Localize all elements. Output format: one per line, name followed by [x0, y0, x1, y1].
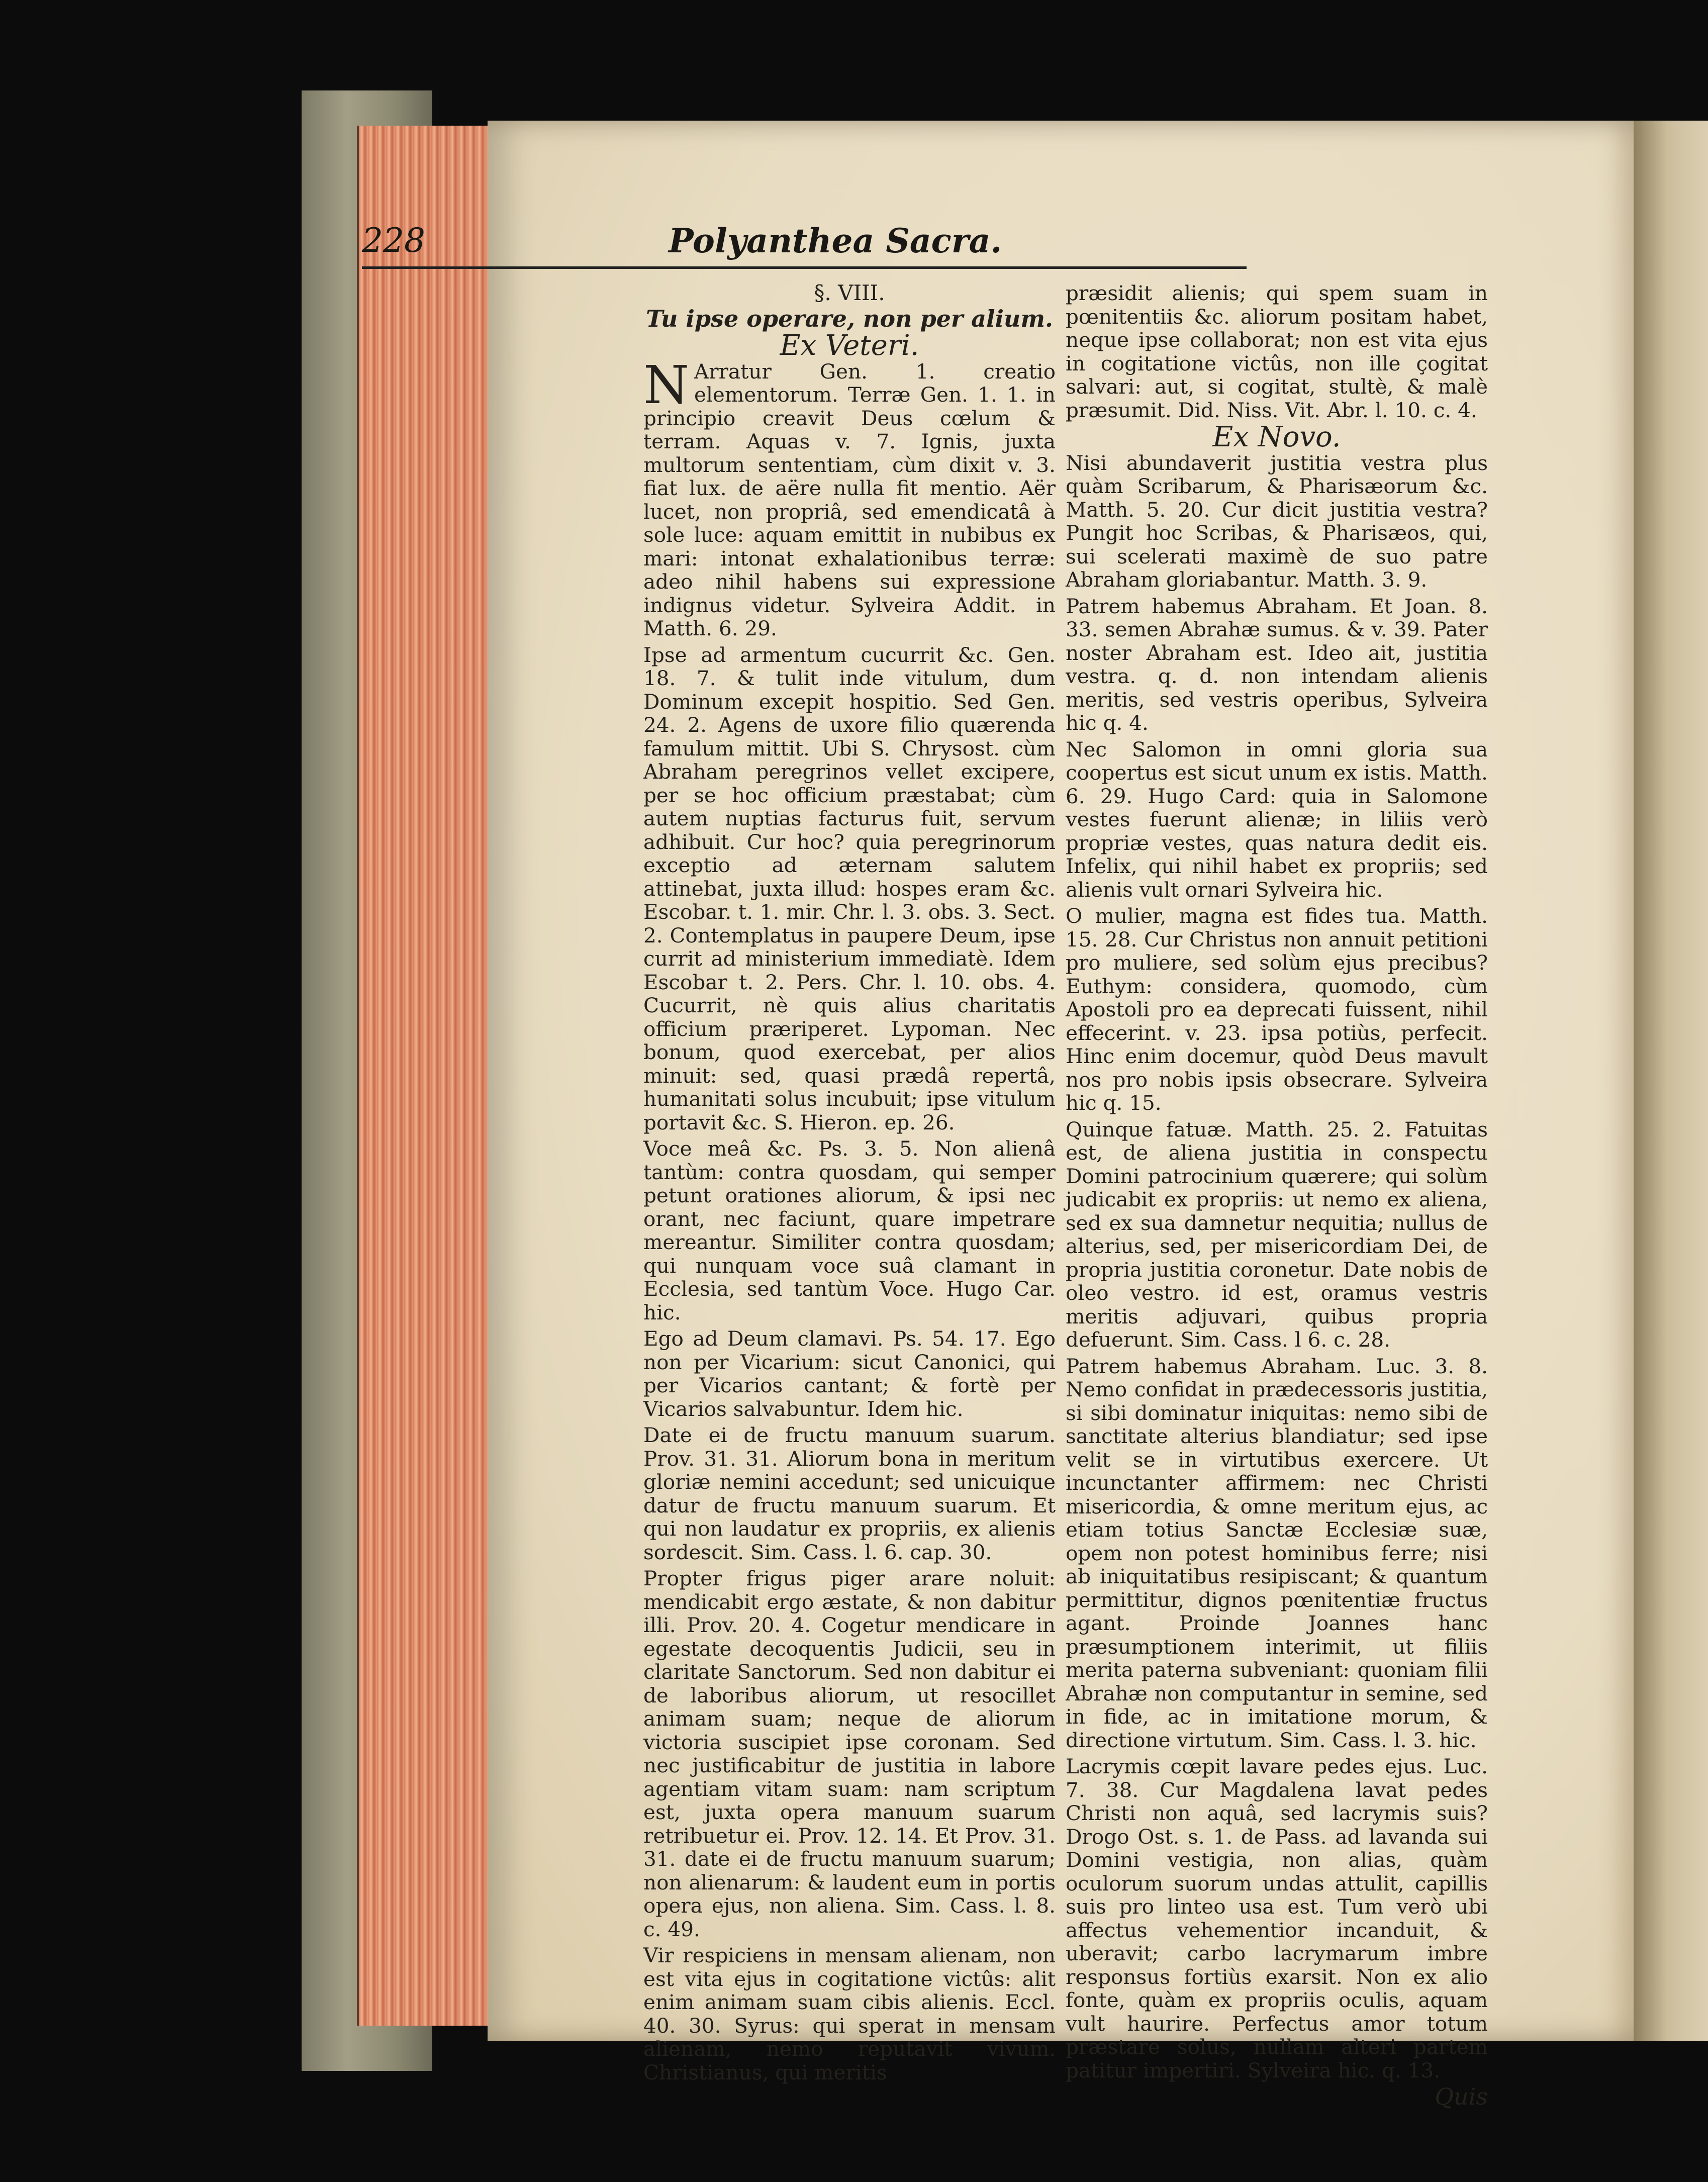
- paragraph-text: Arratur Gen. 1. creatio elementorum. Terræ Gen. 1. 1. in principio creavit Deus cœlum & terram. Aquas v. 7. Ignis, juxta multorum sententiam, cùm dixit v. 3. fiat lux. de aëre nulla fit mentio. Aër lucet, non propriâ, sed emendicatâ à sole luce: aquam emittit in nubibus ex mari: intonat exhalationibus terræ: adeo nihil habens sui expressione indignus videtur. Sylveira Addit. in Matth. 6. 29.: [643, 359, 1056, 640]
- paragraph: Date ei de fructu manuum suarum. Prov. 31. 31. Aliorum bona in meritum gloriæ nemini accedunt; sed unicuique datur de fructu manuum suarum. Et qui non laudatur ex propriis, ex alienis sordescit. Sim. Cass. l. 6. cap. 30.: [643, 1423, 1056, 1564]
- section-number: §. VIII.: [814, 280, 885, 305]
- subheading-old: Ex Veteri.: [780, 329, 919, 362]
- paragraph: [643, 354, 1056, 640]
- paragraph: Quinque fatuæ. Matth. 25. 2. Fatuitas est, de aliena justitia in conspectu Domini patrocinium quærere; qui solùm judicabit ex propriis: ut nemo ex aliena, sed ex sua damnetur nequitia; nullus de alterius, sed, per misericordiam Dei, de propria justitia coronetur. Date nobis de oleo vestro. id est, oramus vestris meritis adjuvari, quibus propria defuerunt. Sim. Cass. l 6. c. 28.: [1066, 1117, 1488, 1352]
- paragraph: Ego ad Deum clamavi. Ps. 54. 17. Ego non per Vicarium: sicut Canonici, qui per Vicarios cantant; & fortè per Vicarios salvabuntur. Idem hic.: [643, 1326, 1056, 1421]
- page-edges: [357, 126, 490, 2026]
- drop-cap: N: [643, 354, 689, 416]
- catchword: Quis: [1435, 2083, 1488, 2110]
- paragraph: Nisi abundaverit justitia vestra plus quàm Scribarum, & Pharisæorum &c. Matth. 5. 20. Cur dicit justitia vestra? Pungit hoc Scribas, & Pharisæos, qui, sui scelerati maximè de suo patre Abraham gloriabantur. Matth. 3. 9.: [1066, 450, 1488, 592]
- paragraph: Vir respiciens in mensam alienam, non est vita ejus in cogitatione victûs: alit enim animam suam cibis alienis. Eccl. 40. 30. Syrus: qui sperat in mensam alienam, nemo reputavit vivum. Christianus, qui meritis: [643, 1943, 1056, 2084]
- paragraph: Lacrymis cœpit lavare pedes ejus. Luc. 7. 38. Cur Magdalena lavat pedes Christi non aquâ, sed lacrymis suis? Drogo Ost. s. 1. de Pass. ad lavanda sui Domini vestigia, non alias, quàm oculorum suorum undas attulit, capillis suis pro linteo usa est. Tum verò ubi affectus vehementior incanduit, & uberavit; carbo lacrymarum imbre responsus fortiùs exarsit. Non ex alio fonte, quàm ex propriis oculis, aquam vult haurire. Perfectus amor totum præstare solus, nullam alteri partem patitur impertiri. Sylveira hic. q. 13.: [1066, 1754, 1488, 2082]
- paragraph: Patrem habemus Abraham. Luc. 3. 8. Nemo confidat in prædecessoris justitia, si sibi dominatur iniquitas: nemo sibi de sanctitate alterius blandiatur; sed ipse velit se in virtutibus exercere. Ut incunctanter affirmem: nec Christi misericordia, & omne meritum ejus, ac etiam totius Sanctæ Ecclesiæ suæ, opem non potest hominibus ferre; nisi ab iniquitatibus resipiscant; & quantum permittitur, dignos pœnitentiæ fructus agant. Proinde Joannes hanc præsumptionem interimit, ut filiis merita paterna subveniant: quoniam filii Abrahæ non computantur in semine, sed in fide, ac in imitatione morum, & directione virtutum. Sim. Cass. l. 3. hic.: [1066, 1354, 1488, 1752]
- paragraph: præsidit alienis; qui spem suam in pœnitentiis &c. aliorum positam habet, neque ipse collaborat; non est vita ejus in cogitatione victûs, non ille çogitat salvari: aut, si cogitat, stultè, & malè præsumit. Did. Niss. Vit. Abr. l. 10. c. 4.: [1066, 281, 1488, 422]
- section-motto: Tu ipse operare, non per alium.: [645, 305, 1054, 332]
- page-number: 228: [362, 221, 425, 260]
- paragraph: Voce meâ &c. Ps. 3. 5. Non alienâ tantùm: contra quosdam, qui semper petunt orationes aliorum, & ipsi nec orant, nec faciunt, quare impetrare mereantur. Similiter contra quosdam; qui nunquam voce suâ clamant in Ecclesia, sed tantùm Voce. Hugo Car. hic.: [643, 1136, 1056, 1324]
- paragraph: Ipse ad armentum cucurrit &c. Gen. 18. 7. & tulit inde vitulum, dum Dominum excepit hospitio. Sed Gen. 24. 2. Agens de uxore filio quærenda famulum mittit. Ubi S. Chrysost. cùm Abraham peregrinos vellet excipere, per se hoc officium præstabat; cùm autem nuptias facturus fuit, servum adhibuit. Cur hoc? quia peregrinorum exceptio ad æternam salutem attinebat, juxta illud: hospes eram &c. Escobar. t. 1. mir. Chr. l. 3. obs. 3. Sect. 2. Contemplatus in paupere Deum, ipse currit ad ministerium immediatè. Idem Escobar t. 2. Pers. Chr. l. 10. obs. 4. Cucurrit, nè quis alius charitatis officium præriperet. Lypoman. Nec bonum, quod exercebat, per alios minuit: sed, quasi prædâ repertâ, humanitati solus incubuit; ipse vitulum portavit &c. S. Hieron. ep. 26.: [643, 642, 1056, 1134]
- running-header: [362, 221, 1247, 269]
- paragraph: Nec Salomon in omni gloria sua coopertus est sicut unum ex istis. Matth. 6. 29. Hugo Card: quia in Salomone vestes fuerunt alienæ; in liliis verò propriæ vestes, quas natura dedit eis. Infelix, qui nihil habet ex propriis; sed alienis vult ornari Sylveira hic.: [1066, 737, 1488, 902]
- paragraph: Patrem habemus Abraham. Et Joan. 8. 33. semen Abrahæ sumus. & v. 39. Pater noster Abraham est. Ideo ait, justitia vestra. q. d. non intendam alienis meritis, sed vestris operibus, Sylveira hic q. 4.: [1066, 594, 1488, 735]
- left-column: [643, 281, 1056, 2087]
- paragraph: Propter frigus piger arare noluit: mendicabit ergo æstate, & non dabitur illi. Prov. 20. 4. Cogetur mendicare in egestate decoquentis Judicii, seu in claritate Sanctorum. Sed non dabitur ei de laboribus aliorum, ut resocillet animam suam; neque de aliorum victoria suscipiet ipse coronam. Sed nec justificabitur de justitia in labore agentiam vitam suam: nam scriptum est, juxta opera manuum suarum retribuetur ei. Prov. 12. 14. Et Prov. 31. 31. date ei de fructu manuum suarum; non alienarum: & laudent eum in portis opera ejus, non aliena. Sim. Cass. l. 8. c. 49.: [643, 1566, 1056, 1941]
- paragraph: O mulier, magna est fides tua. Matth. 15. 28. Cur Christus non annuit petitioni pro muliere, sed solùm ejus precibus? Euthym: considera, quomodo, cùm Apostoli pro ea deprecati fuissent, nihil effecerint. v. 23. ipsa potiùs, perfecit. Hinc enim docemur, quòd Deus mavult nos pro nobis ipsis obsecrare. Sylveira hic q. 15.: [1066, 904, 1488, 1115]
- right-column: [1066, 281, 1488, 2115]
- gutter: [1634, 121, 1708, 2041]
- running-title: Polyanthea Sacra.: [669, 221, 1002, 260]
- subheading-new: Ex Novo.: [1212, 421, 1341, 453]
